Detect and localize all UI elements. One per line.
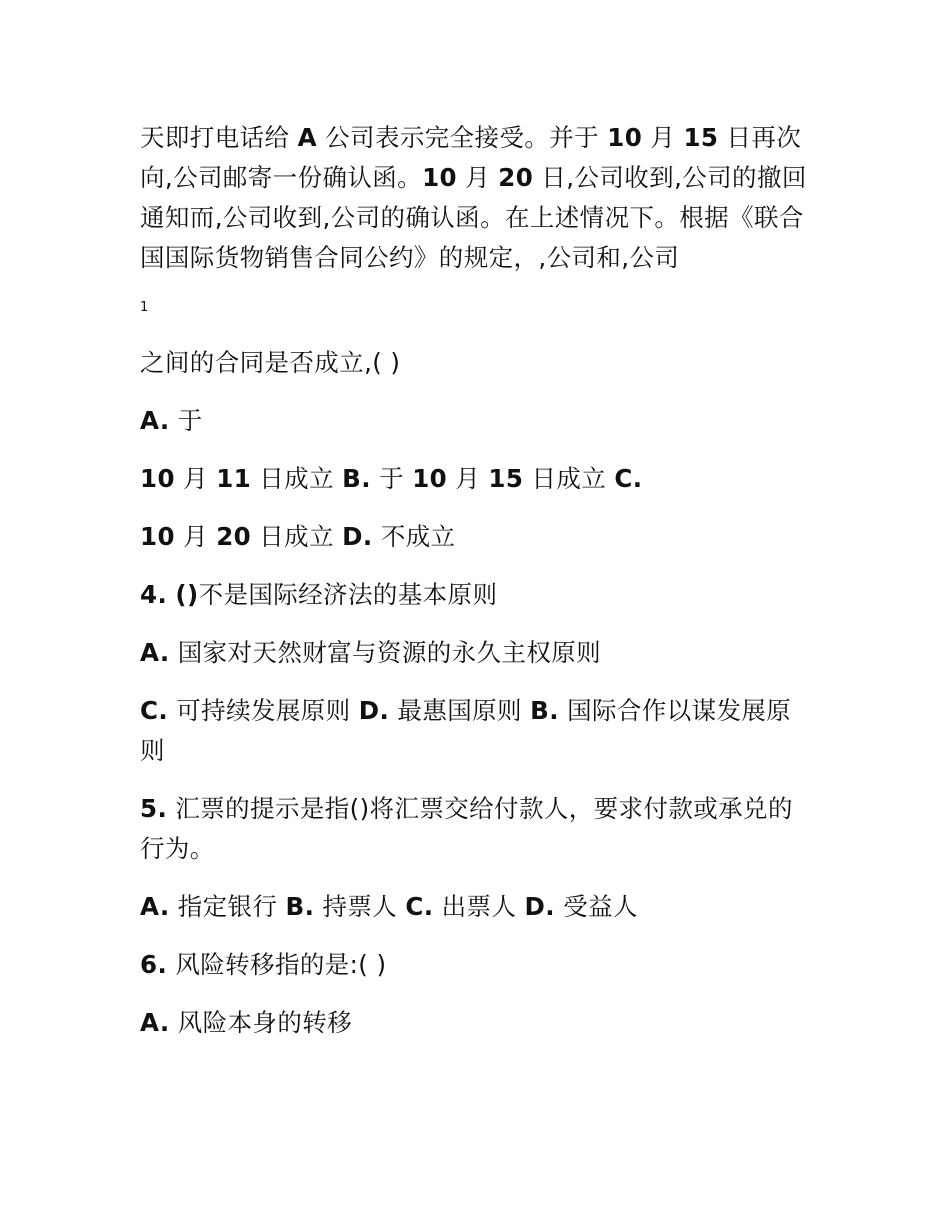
- question-3-options-line-2: [140, 517, 812, 557]
- bold-text-run: 20: [216, 522, 252, 551]
- bold-text-run: 15: [488, 464, 524, 493]
- text-run: 风险本身的转移: [169, 1008, 353, 1037]
- bold-text-run: 10: [412, 464, 448, 493]
- document-body: [140, 118, 812, 1043]
- question-4-stem: [140, 575, 812, 615]
- question-3-stem: [140, 343, 812, 383]
- text-run: 于: [370, 464, 413, 493]
- question-6-stem: [140, 945, 812, 985]
- question-6-option-a: [140, 1003, 812, 1043]
- question-4-option-a: [140, 633, 812, 673]
- question-5-stem: [140, 789, 812, 869]
- text-run: 指定银行: [169, 892, 286, 921]
- bold-text-run: 6.: [140, 950, 168, 979]
- bold-text-run: 5.: [140, 794, 168, 823]
- text-run: 于: [169, 406, 203, 435]
- text-run: 1: [140, 300, 149, 315]
- bold-text-run: 4.: [140, 580, 168, 609]
- bold-text-run: (): [175, 580, 199, 609]
- question-3-options-line: [140, 459, 812, 499]
- text-run: 不成立: [372, 522, 456, 551]
- text-run: 月: [174, 464, 217, 493]
- intro-paragraph: [140, 118, 812, 278]
- bold-text-run: C.: [140, 696, 169, 725]
- question-3-option-a: [140, 401, 812, 441]
- bold-text-run: C.: [614, 464, 643, 493]
- text-run: 风险转移指的是:( ): [167, 950, 387, 979]
- question-5-options: [140, 887, 812, 927]
- bold-text-run: A.: [140, 892, 170, 921]
- bold-text-run: C.: [405, 892, 434, 921]
- text-run: 日成立: [251, 464, 343, 493]
- bold-text-run: B.: [342, 464, 371, 493]
- text-run: 出票人: [433, 892, 525, 921]
- text-run: 日,公司收到,公司的撤回通知而,公司收到,公司的确认函。在上述情况下。根据《联合国国际货物销售合同公约》的规定，,公司和,公司: [140, 163, 807, 272]
- bold-text-run: 11: [216, 464, 252, 493]
- text-run: 天即打电话给: [140, 123, 298, 152]
- bold-text-run: 20: [498, 163, 534, 192]
- text-run: 日成立: [523, 464, 615, 493]
- page-number: [140, 300, 812, 316]
- text-run: 月: [174, 522, 217, 551]
- bold-text-run: D.: [358, 696, 390, 725]
- bold-text-run: B.: [530, 696, 559, 725]
- question-4-options-rest: [140, 691, 812, 771]
- bold-text-run: B.: [285, 892, 315, 921]
- bold-text-run: 10: [140, 522, 175, 551]
- text-run: 国际合作以谋发展原则: [140, 696, 792, 765]
- text-run: 可持续发展原则: [168, 696, 359, 725]
- text-run: 之间的合同是否成立,( ): [140, 348, 401, 377]
- text-run: 月: [447, 464, 489, 493]
- text-run: 持票人: [314, 892, 406, 921]
- bold-text-run: A.: [140, 638, 170, 667]
- bold-text-run: A.: [140, 1008, 170, 1037]
- text-run: 日成立: [251, 522, 343, 551]
- bold-text-run: A.: [140, 406, 170, 435]
- text-run: 月: [457, 163, 499, 192]
- text-run: 国家对天然财富与资源的永久主权原则: [169, 638, 602, 667]
- text-run: 受益人: [555, 892, 638, 921]
- bold-text-run: A: [297, 123, 317, 152]
- bold-text-run: 10: [140, 464, 175, 493]
- text-run: 不是国际经济法的基本原则: [198, 580, 498, 609]
- text-run: 日再次向,公司邮寄一份确认函。: [140, 123, 802, 192]
- bold-text-run: D.: [342, 522, 373, 551]
- bold-text-run: 10: [607, 123, 643, 152]
- bold-text-run: 15: [683, 123, 719, 152]
- text-run: 汇票的提示是指()将汇票交给付款人，要求付款或承兑的行为。: [140, 794, 793, 863]
- text-run: 最惠国原则: [389, 696, 531, 725]
- bold-text-run: D.: [524, 892, 555, 921]
- text-run: 月: [642, 123, 684, 152]
- text-run: 公司表示完全接受。并于: [316, 123, 608, 152]
- bold-text-run: 10: [422, 163, 457, 192]
